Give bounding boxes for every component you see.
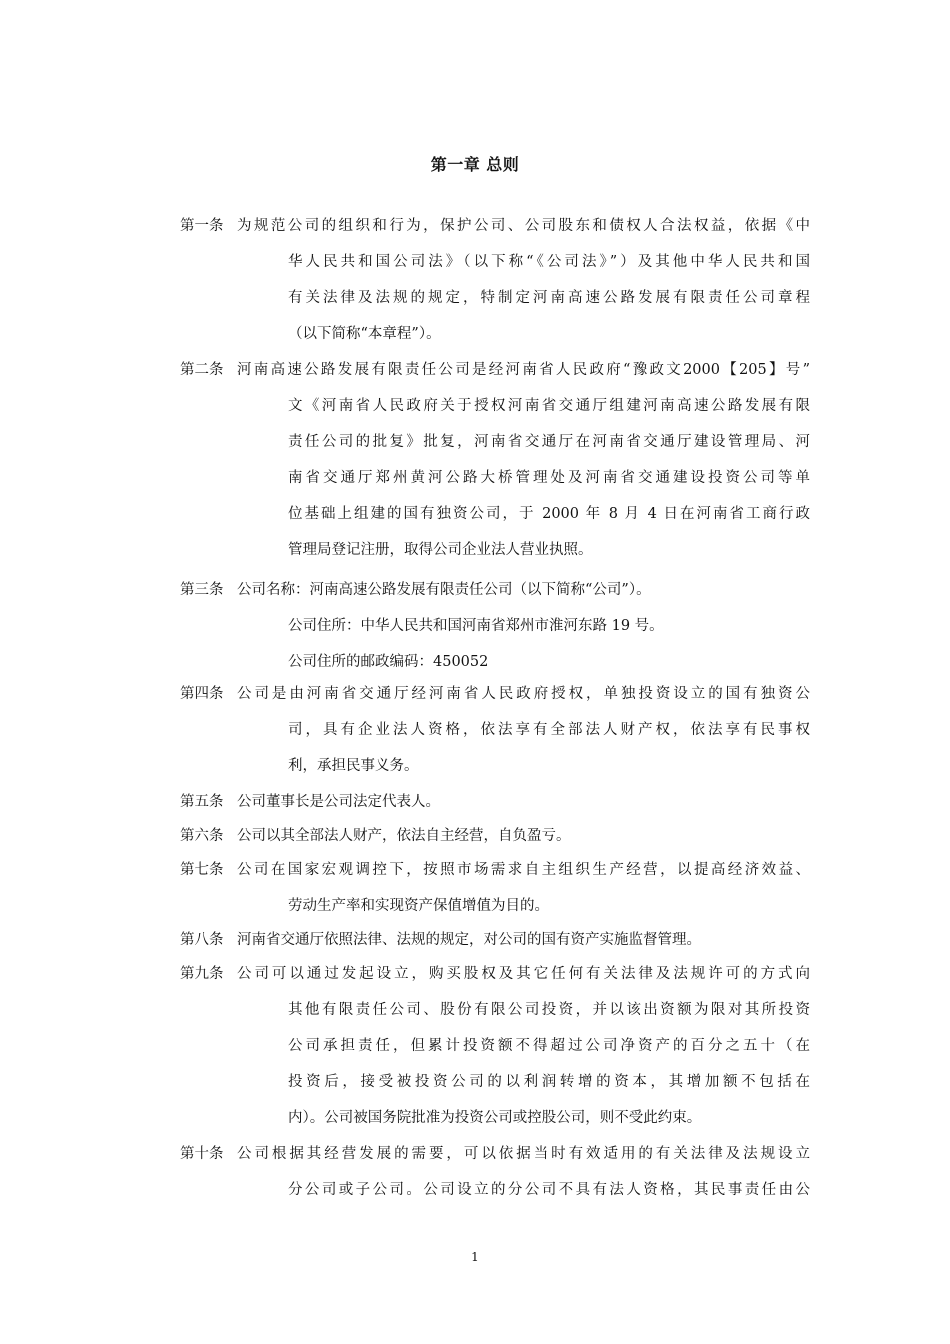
article-line: 劳动生产率和实现资产保值增值为目的。 — [288, 898, 549, 914]
article-line: 公司可以通过发起设立，购买股权及其它任何有关法律及法规许可的方式向 — [237, 966, 810, 982]
article-line: 公司是由河南省交通厅经河南省人民政府授权，单独投资设立的国有独资公 — [237, 686, 810, 702]
article-line: 内）。公司被国务院批准为投资公司或控股公司，则不受此约束。 — [288, 1110, 702, 1126]
article-number: 第八条 — [180, 932, 224, 948]
article-number: 第六条 — [180, 828, 224, 844]
article-line: 位基础上组建的国有独资公司，于 2000 年 8 月 4 日在河南省工商行政 — [288, 506, 810, 522]
page-number: 1 — [471, 1250, 479, 1264]
article-line: 公司以其全部法人财产，依法自主经营，自负盈亏。 — [237, 828, 571, 844]
article-line: 华人民共和国公司法》（以下称“《公司法》”）及其他中华人民共和国 — [288, 254, 810, 270]
article-line: 公司在国家宏观调控下，按照市场需求自主组织生产经营，以提高经济效益、 — [237, 862, 810, 878]
article-line: 文《河南省人民政府关于授权河南省交通厅组建河南高速公路发展有限 — [288, 398, 810, 414]
article-line: 司，具有企业法人资格，依法享有全部法人财产权，依法享有民事权 — [288, 722, 810, 738]
article-line: 公司住所：中华人民共和国河南省郑州市淮河东路 19 号。 — [288, 618, 664, 634]
article-line: 其他有限责任公司、股份有限公司投资，并以该出资额为限对其所投资 — [288, 1002, 810, 1018]
article-6 — [180, 824, 810, 860]
article-line: 河南省交通厅依照法律、法规的规定，对公司的国有资产实施监督管理。 — [237, 932, 701, 948]
article-number: 第十条 — [180, 1146, 224, 1162]
article-number: 第三条 — [180, 582, 224, 598]
article-line: 投资后，接受被投资公司的以利润转增的资本，其增加额不包括在 — [288, 1074, 810, 1090]
article-number: 第四条 — [180, 686, 224, 702]
article-line: 管理局登记注册，取得公司企业法人营业执照。 — [288, 542, 593, 558]
article-9 — [180, 962, 810, 1142]
chapter-title: 第一章 总则 — [430, 155, 520, 174]
article-7 — [180, 858, 810, 930]
article-8 — [180, 928, 810, 964]
article-3 — [180, 578, 810, 686]
article-line: 利，承担民事义务。 — [288, 758, 419, 774]
article-10 — [180, 1142, 810, 1214]
article-line: 分公司或子公司。公司设立的分公司不具有法人资格，其民事责任由公 — [288, 1182, 810, 1198]
article-number: 第一条 — [180, 218, 224, 234]
article-line: 河南高速公路发展有限责任公司是经河南省人民政府“豫政文2000【205】号” — [237, 362, 810, 378]
article-line: 公司住所的邮政编码：450052 — [288, 654, 489, 670]
article-line: 公司承担责任，但累计投资额不得超过公司净资产的百分之五十（在 — [288, 1038, 810, 1054]
article-line: 公司董事长是公司法定代表人。 — [237, 794, 440, 810]
article-line: 为规范公司的组织和行为，保护公司、公司股东和债权人合法权益，依据《中 — [237, 218, 810, 234]
article-line: 南省交通厅郑州黄河公路大桥管理处及河南省交通建设投资公司等单 — [288, 470, 810, 486]
article-1 — [180, 214, 810, 358]
article-5 — [180, 790, 810, 826]
article-line: 责任公司的批复》批复，河南省交通厅在河南省交通厅建设管理局、河 — [288, 434, 810, 450]
article-number: 第五条 — [180, 794, 224, 810]
article-4 — [180, 682, 810, 790]
article-number: 第九条 — [180, 966, 224, 982]
article-line: 公司根据其经营发展的需要，可以依据当时有效适用的有关法律及法规设立 — [237, 1146, 810, 1162]
article-number: 第二条 — [180, 362, 224, 378]
article-line: 公司名称：河南高速公路发展有限责任公司（以下简称“公司”）。 — [237, 582, 651, 598]
article-2 — [180, 358, 810, 574]
article-line: （以下简称“本章程”）。 — [288, 326, 441, 342]
article-number: 第七条 — [180, 862, 224, 878]
article-line: 有关法律及法规的规定，特制定河南高速公路发展有限责任公司章程 — [288, 290, 810, 306]
